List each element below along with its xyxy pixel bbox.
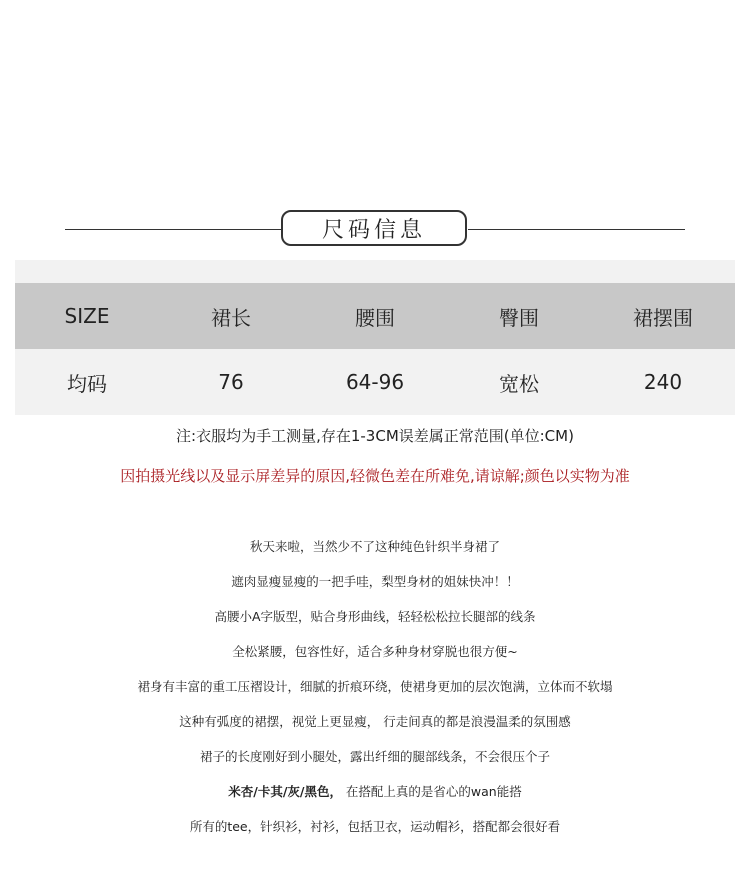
size-table xyxy=(15,260,735,415)
description-line: 所有的tee，针织衫，衬衫，包括卫衣，运动帽衫，搭配都会很好看 xyxy=(189,819,561,834)
cell-waist: 64-96 xyxy=(345,370,405,394)
product-description xyxy=(0,538,750,853)
color-disclaimer: 因拍摄光线以及显示屏差异的原因,轻微色差在所难免,请谅解;颜色以实物为准 xyxy=(120,467,630,485)
cell-hem: 240 xyxy=(643,370,683,394)
cell-skirt-length: 76 xyxy=(218,370,244,394)
header-hem: 裙摆围 xyxy=(633,305,693,330)
header-size: SIZE xyxy=(64,304,110,328)
table-header-row xyxy=(15,283,735,349)
description-colors-line xyxy=(0,783,750,818)
colors-text: 在搭配上真的是省心的wan能搭 xyxy=(341,784,522,799)
cell-size: 均码 xyxy=(67,371,107,396)
description-line: 裙身有丰富的重工压褶设计，细腻的折痕环绕，使裙身更加的层次饱满，立体而不软塌 xyxy=(137,679,613,694)
description-line: 裙子的长度刚好到小腿处，露出纤细的腿部线条，不会很压个子 xyxy=(199,749,550,764)
title-line-left xyxy=(65,229,282,230)
section-title: 尺码信息 xyxy=(281,210,467,246)
header-skirt-length: 裙长 xyxy=(211,305,251,330)
description-line: 遮肉显瘦显瘦的一把手哇，梨型身材的姐妹快冲！！ xyxy=(231,574,519,589)
description-line: 秋天来啦，当然少不了这种纯色针织半身裙了 xyxy=(249,539,500,554)
title-line-right xyxy=(468,229,685,230)
measurement-note: 注:衣服均为手工测量,存在1-3CM误差属正常范围(单位:CM) xyxy=(176,427,574,445)
header-hip: 臀围 xyxy=(499,305,539,330)
cell-hip: 宽松 xyxy=(499,371,539,396)
header-waist: 腰围 xyxy=(355,305,395,330)
colors-label: 米杏/卡其/灰/黑色， xyxy=(228,784,342,799)
description-line: 这种有弧度的裙摆，视觉上更显瘦， 行走间真的都是浪漫温柔的氛围感 xyxy=(179,714,571,729)
description-line: 高腰小A字版型，贴合身形曲线，轻轻松松拉长腿部的线条 xyxy=(214,609,536,624)
table-row xyxy=(15,349,735,415)
description-line: 全松紧腰，包容性好，适合多种身材穿脱也很方便~ xyxy=(232,644,518,659)
